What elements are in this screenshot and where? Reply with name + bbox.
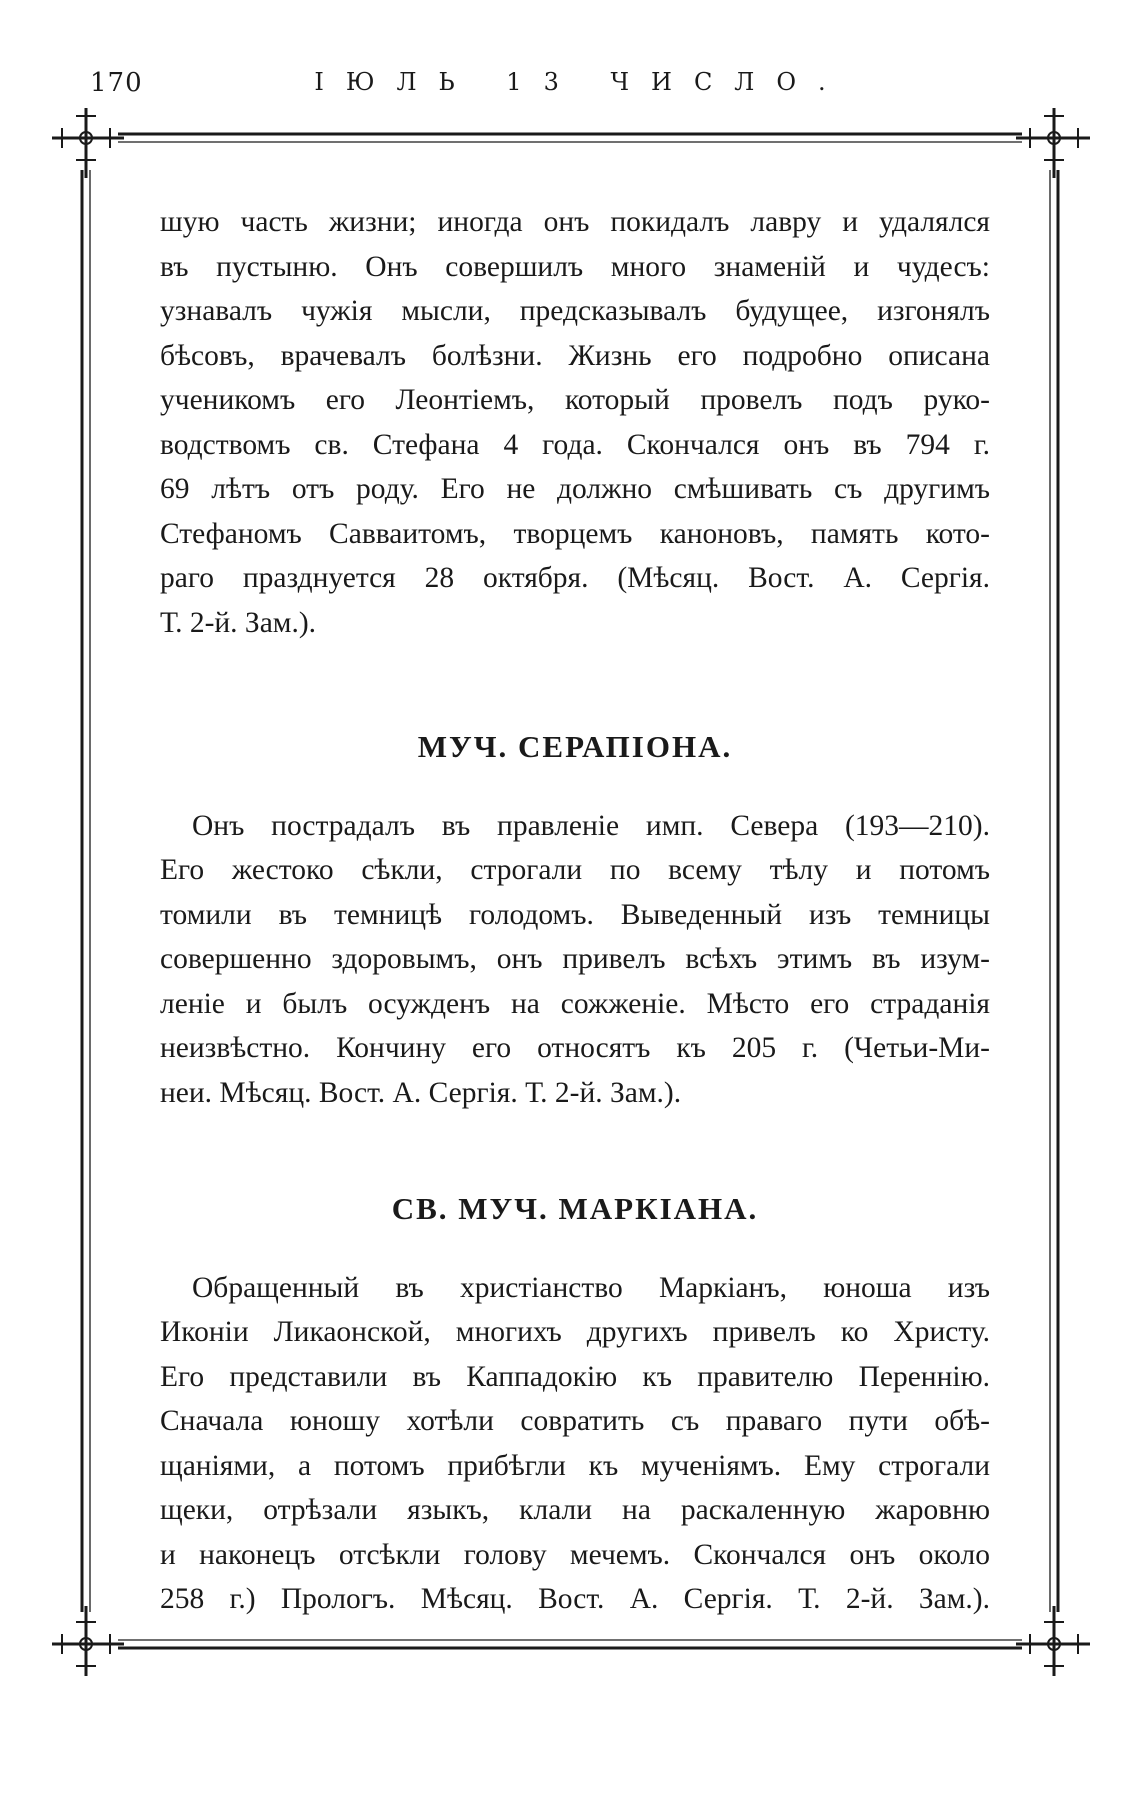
text-line: бѣсовъ, врачевалъ болѣзни. Жизнь его подробно описана	[160, 339, 990, 372]
text-line: и наконецъ отсѣкли голову мечемъ. Скончался онъ около	[160, 1538, 990, 1571]
paragraph-markian	[160, 1266, 990, 1622]
text-line: ученикомъ его Леонтіемъ, который провелъ подъ руко-	[160, 384, 990, 416]
text-line: 258 г.) Прологъ. Мѣсяц. Вост. А. Сергія. Т. 2-й. Зам.).	[160, 1583, 990, 1615]
running-title: ІЮЛЬ 13 ЧИСЛО.	[314, 68, 848, 96]
running-head	[90, 68, 1050, 108]
text-line: неи. Мѣсяц. Вост. А. Сергія. Т. 2-й. Зам.).	[160, 1076, 682, 1109]
text-line: узнавалъ чужія мысли, предсказывалъ будущее, изгонялъ	[160, 295, 990, 327]
text-line: Онъ пострадалъ въ правленіе имп. Севера (193—210).	[192, 809, 990, 842]
text-line: томили въ темницѣ голодомъ. Выведенный изъ темницы	[160, 898, 990, 931]
text-line: раго празднуется 28 октября. (Мѣсяц. Вост. А. Сергія.	[160, 562, 990, 594]
section-heading-serapion: МУЧ. СЕРАПІОНА.	[417, 729, 733, 764]
text-line: Сначала юношу хотѣли совратить съ праваго пути обѣ-	[160, 1405, 990, 1437]
text-line: леніе и былъ осужденъ на сожженіе. Мѣсто его страданія	[160, 987, 990, 1020]
paragraph-continuation	[160, 200, 990, 645]
corner-ornament-bottom-right	[1016, 1606, 1090, 1676]
text-line: Обращенный въ христіанство Маркіанъ, юноша изъ	[192, 1271, 990, 1304]
page-body	[160, 200, 990, 1622]
corner-ornament-top-right	[1016, 108, 1090, 178]
text-line: совершенно здоровымъ, онъ привелъ всѣхъ этимъ въ изум-	[160, 943, 990, 975]
text-line: Иконіи Ликаонской, многихъ другихъ привелъ ко Христу.	[160, 1316, 990, 1348]
text-line: щаніями, а потомъ прибѣгли къ мученіямъ. Ему строгали	[160, 1449, 990, 1482]
text-line: Стефаномъ Савваитомъ, творцемъ каноновъ, память кото-	[160, 517, 990, 550]
text-line: щеки, отрѣзали языкъ, клали на раскаленную жаровню	[160, 1494, 990, 1526]
text-line: Его жестоко сѣкли, строгали по всему тѣлу и потомъ	[160, 854, 990, 886]
paragraph-serapion	[160, 804, 990, 1116]
text-line: Его представили въ Каппадокію къ правителю Переннію.	[160, 1360, 990, 1393]
text-line: 69 лѣтъ отъ роду. Его не должно смѣшивать съ другимъ	[160, 473, 990, 505]
text-line: въ пустыню. Онъ совершилъ много знаменій и чудесъ:	[160, 250, 990, 283]
text-line: шую часть жизни; иногда онъ покидалъ лавру и удалялся	[160, 206, 990, 238]
text-line: Т. 2-й. Зам.).	[160, 606, 317, 639]
text-line: неизвѣстно. Кончину его относятъ къ 205 г. (Четьи-Ми-	[160, 1032, 990, 1064]
page-number: 170	[90, 68, 143, 98]
corner-ornament-bottom-left	[52, 1606, 124, 1676]
section-heading-markian: СВ. МУЧ. МАРКІАНА.	[391, 1191, 759, 1226]
text-line: водствомъ св. Стефана 4 года. Скончался онъ въ 794 г.	[160, 428, 990, 461]
corner-ornament-top-left	[52, 108, 124, 178]
